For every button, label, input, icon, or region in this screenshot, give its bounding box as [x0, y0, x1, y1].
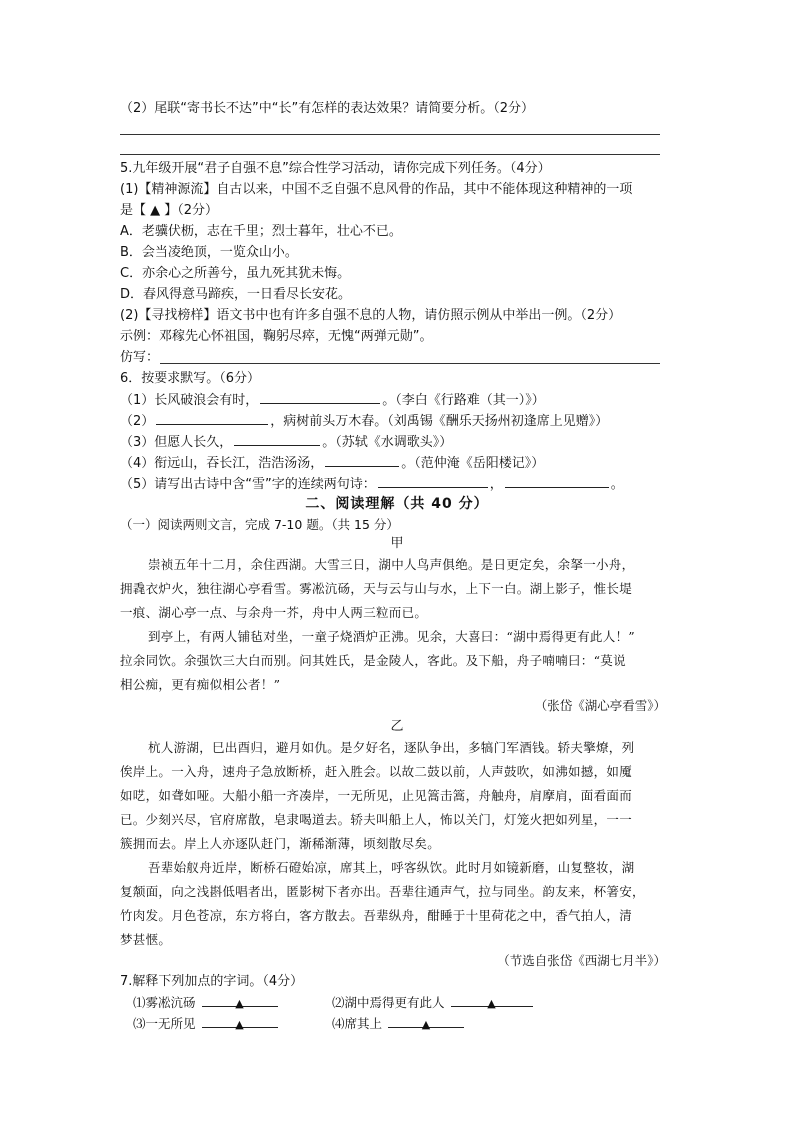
yi-p2-line: 竹肉发。月色苍凉，东方将白，客方散去。吾辈纵舟，酣睡于十里荷花之中，香气拍人，清 — [120, 908, 633, 923]
q7-item-3-blank[interactable] — [202, 1015, 278, 1031]
blank[interactable] — [378, 475, 488, 488]
q6-line-4 — [120, 454, 544, 473]
q7-item-4-text: ⑷席其上 — [332, 1016, 383, 1031]
q7-title: 7.解释下列加点的字词。（4分） — [120, 974, 304, 989]
yi-p2-line: 吾辈始舣舟近岸，断桥石磴始凉，席其上，呼客纵饮。此时月如镜新磨，山复整妆，湖 — [148, 860, 635, 875]
q6-l2-a: （2） — [120, 414, 155, 429]
imitate-answer-line[interactable] — [160, 363, 660, 364]
q5-option-a: A．老骥伏枥，志在千里；烈士暮年，壮心不已。 — [120, 224, 402, 239]
q7-item-4 — [332, 1015, 466, 1033]
q7-item-3 — [133, 1015, 280, 1033]
q7-item-2-blank[interactable] — [451, 994, 533, 1010]
blank[interactable] — [234, 433, 320, 446]
triangle-icon: ▲ — [487, 997, 496, 1010]
q5-option-d: D．春风得意马蹄疾，一日看尽长安花。 — [120, 287, 352, 302]
q6-title: 6．按要求默写。（6分） — [120, 371, 261, 386]
q5-sub1-bracket: 是【 ▲ 】（2分） — [120, 203, 219, 218]
q7-item-2 — [332, 994, 535, 1012]
q5-option-b: B．会当凌绝顶，一览众山小。 — [120, 245, 298, 260]
q5-option-c: C．亦余心之所善兮，虽九死其犹未悔。 — [120, 266, 351, 281]
passage-jia-label: 甲 — [390, 536, 404, 551]
q7-item-4-blank[interactable] — [388, 1015, 464, 1031]
q6-l5-c: 。 — [610, 477, 624, 492]
yi-p1-line: 如呓，如聋如哑。大船小船一齐凑岸，一无所见，止见篙击篙，舟触舟，肩摩肩，面看面而 — [120, 788, 633, 803]
q4-2-prompt: （2）尾联“寄书长不达”中“长”有怎样的表达效果？请简要分析。（2分） — [120, 101, 534, 116]
q6-l5-b: ， — [489, 477, 503, 492]
jia-source: （张岱《湖心亭看雪》） — [534, 698, 666, 713]
jia-p1-line: 拥毳衣炉火，独往湖心亭看雪。雾凇沆砀，天与云与山与水，上下一白。湖上影子，惟长堤 — [120, 581, 633, 596]
yi-p2-line: 复颒面，向之浅斟低唱者出，匿影树下者亦出。吾辈往通声气，拉与同坐。韵友来，杯箸安， — [120, 884, 645, 899]
q6-l3-b: 。（苏轼《水调歌头》） — [322, 435, 453, 450]
q6-l5-a: （5）请写出古诗中含“雪”字的连续两句诗： — [120, 477, 376, 492]
triangle-icon: ▲ — [235, 997, 244, 1010]
blank[interactable] — [505, 475, 609, 488]
part-1-heading: （一）阅读两则文言，完成 7-10 题。（共 15 分） — [120, 517, 399, 532]
q5-imitate-label: 仿写： — [120, 350, 160, 365]
triangle-icon: ▲ — [421, 1018, 431, 1031]
q6-line-1 — [120, 391, 545, 410]
jia-p2-line: 相公痴，更有痴似相公者！” — [120, 677, 281, 692]
blank[interactable] — [260, 391, 380, 404]
blank[interactable] — [325, 454, 399, 467]
jia-p1-line: 一痕、湖心亭一点、与余舟一芥，舟中人两三粒而已。 — [120, 605, 428, 620]
q6-line-5 — [120, 475, 624, 494]
yi-source: （节选自张岱《西湖七月半》） — [497, 953, 666, 968]
answer-line — [120, 154, 660, 155]
q7-item-2-text: ⑵湖中焉得更有此人 — [332, 995, 445, 1010]
q6-l3-a: （3）但愿人长久， — [120, 435, 233, 450]
jia-p2-line: 到亭上，有两人铺毡对坐，一童子烧酒炉正沸。见余，大喜曰：“湖中焉得更有此人！” — [148, 629, 635, 644]
q5-title: 5.九年级开展“君子自强不息”综合性学习活动，请你完成下列任务。（4分） — [120, 161, 551, 176]
section-2-heading: 二、阅读理解（共 40 分） — [305, 496, 489, 512]
q5-sub2: (2)【寻找榜样】语文书中也有许多自强不息的人物，请仿照示例从中举出一例。（2分） — [120, 308, 622, 323]
q6-l1-b: 。（李白《行路难（其一）》） — [382, 393, 545, 408]
yi-p2-line: 梦甚惬。 — [120, 932, 172, 947]
yi-p1-line: 簇拥而去。岸上人亦逐队赶门，渐稀渐薄，顷刻散尽矣。 — [120, 836, 441, 851]
jia-p2-line: 拉余同饮。余强饮三大白而别。问其姓氏，是金陵人，客此。及下船，舟子喃喃曰：“莫说 — [120, 653, 626, 668]
q7-item-1 — [133, 994, 280, 1012]
q6-l4-a: （4）衔远山，吞长江，浩浩汤汤， — [120, 456, 324, 471]
q6-l4-b: 。（范仲淹《岳阳楼记》） — [401, 456, 545, 471]
q7-item-3-text: ⑶一无所见 — [133, 1016, 196, 1031]
yi-p1-line: 杭人游湖，巳出酉归，避月如仇。是夕好名，逐队争出，多犒门军酒钱。轿夫擎燎，列 — [148, 740, 635, 755]
q7-item-1-text: ⑴雾凇沆砀 — [133, 995, 196, 1010]
passage-yi-label: 乙 — [390, 719, 404, 734]
q6-line-3 — [120, 433, 452, 452]
answer-line — [120, 134, 660, 135]
yi-p1-line: 俟岸上。一入舟，速舟子急放断桥，赶入胜会。以故二鼓以前，人声鼓吹，如沸如撼，如魇 — [120, 764, 633, 779]
q6-l1-a: （1）长风破浪会有时， — [120, 393, 259, 408]
jia-p1-line: 崇祯五年十二月，余住西湖。大雪三日，湖中人鸟声俱绝。是日更定矣，余拏一小舟， — [148, 557, 635, 572]
q7-item-1-blank[interactable] — [202, 994, 278, 1010]
triangle-icon: ▲ — [235, 1018, 244, 1031]
q6-l2-b: ，病树前头万木春。（刘禹锡《酬乐天扬州初逢席上见赠》） — [270, 414, 609, 429]
q6-line-2 — [120, 412, 608, 431]
yi-p1-line: 已。少刻兴尽，官府席散，皂隶喝道去。轿夫叫船上人，怖以关门，灯笼火把如列星，一一 — [120, 812, 633, 827]
blank[interactable] — [156, 412, 268, 425]
q5-example: 示例：邓稼先心怀祖国，鞠躬尽瘁，无愧“两弹元勋”。 — [120, 329, 433, 344]
q5-sub1: (1)【精神源流】自古以来，中国不乏自强不息风骨的作品，其中不能体现这种精神的一项 — [120, 182, 633, 197]
